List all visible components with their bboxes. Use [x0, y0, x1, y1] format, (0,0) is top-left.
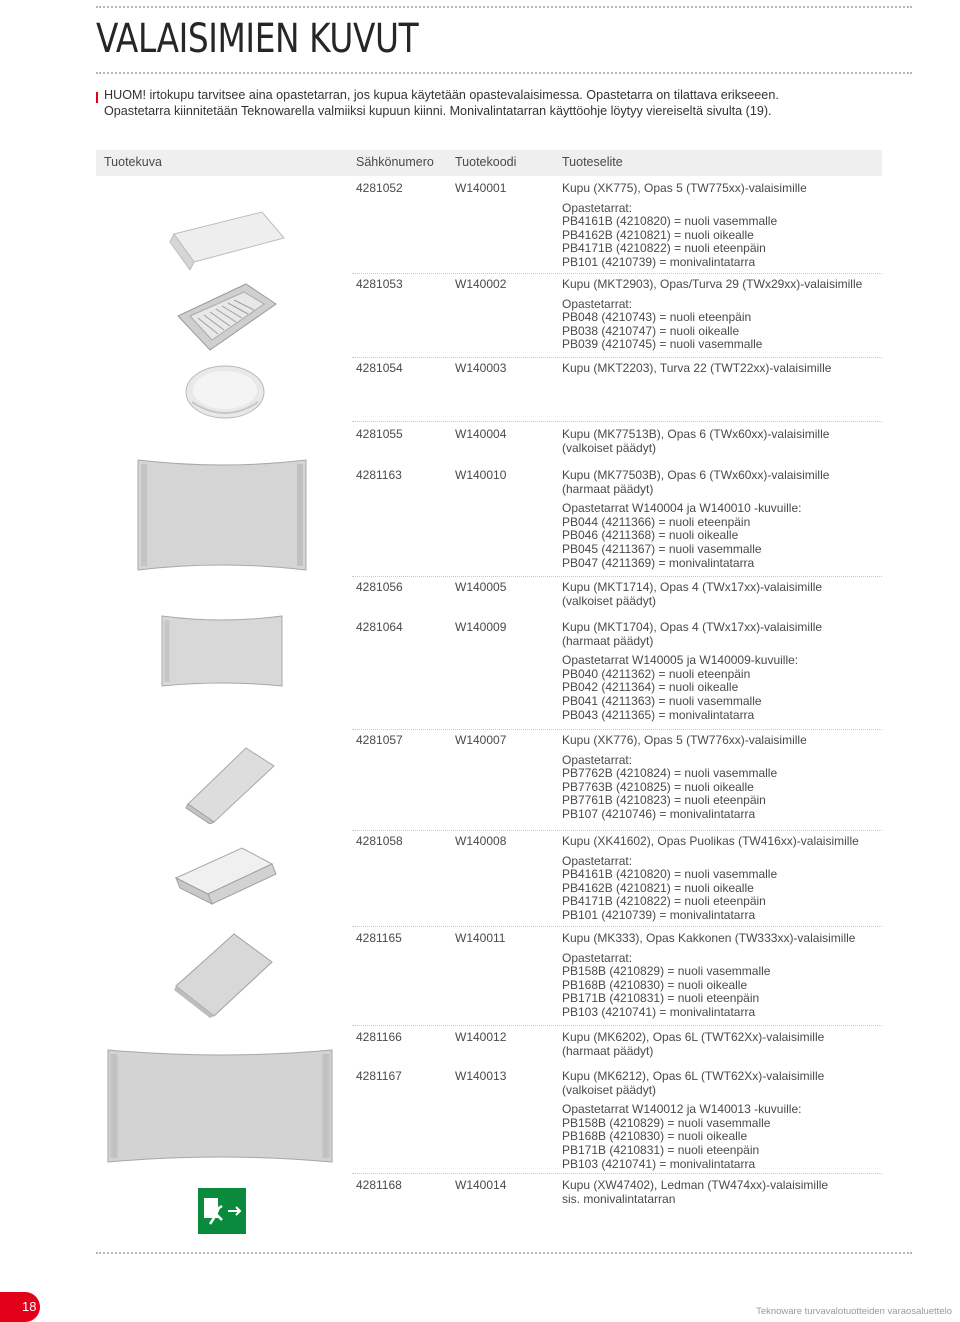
description-line: Kupu (MK6212), Opas 6L (TWT62Xx)-valaisimille — [562, 1069, 825, 1083]
row-sahkonumero: 4281165 — [356, 931, 402, 945]
row-tuotekoodi: W140001 — [455, 181, 507, 195]
description-line: PB168B (4210830) = nuoli oikealle — [562, 1129, 748, 1144]
title-rule — [96, 72, 912, 74]
row-tuotekoodi: W140013 — [455, 1069, 507, 1083]
description-line: PB101 (4210739) = monivalintatarra — [562, 907, 756, 922]
row-sahkonumero: 4281053 — [356, 277, 403, 291]
row-tuotekoodi: W140009 — [455, 620, 507, 634]
row-tuoteselite — [562, 278, 862, 352]
kupu-mkt1714-image — [158, 612, 286, 690]
kupu-mkt2903-image — [174, 282, 278, 354]
row-sahkonumero: 4281167 — [356, 1069, 402, 1083]
row-tuotekoodi: W140003 — [455, 361, 507, 375]
page-number: 18 — [22, 1299, 37, 1314]
description-line: Kupu (MK6202), Opas 6L (TWT62Xx)-valaisimille — [562, 1030, 825, 1044]
description-line: PB042 (4211364) = nuoli oikealle — [562, 680, 739, 695]
row-separator — [352, 421, 882, 422]
row-tuoteselite — [562, 734, 807, 822]
description-line: PB168B (4210830) = nuoli oikealle — [562, 977, 748, 992]
row-sahkonumero: 4281057 — [356, 733, 403, 747]
row-separator — [352, 273, 882, 274]
kupu-xk41602-image — [172, 846, 278, 916]
description-line: PB103 (4210741) = monivalintatarra — [562, 1004, 756, 1019]
description-line: PB103 (4210741) = monivalintatarra — [562, 1156, 756, 1171]
row-tuoteselite — [562, 932, 855, 1020]
description-line: Kupu (XK775), Opas 5 (TW775xx)-valaisimille — [562, 181, 807, 195]
description-line: PB045 (4211367) = nuoli vasemmalle — [562, 541, 762, 556]
description-line: Kupu (XW47402), Ledman (TW474xx)-valaisimille — [562, 1178, 829, 1192]
col-header-tuotekoodi: Tuotekoodi — [455, 155, 517, 169]
row-tuoteselite — [562, 1179, 828, 1206]
description-line: Opastetarrat: — [562, 200, 633, 215]
row-sahkonumero: 4281166 — [356, 1030, 402, 1044]
description-line: PB043 (4211365) = monivalintatarra — [562, 707, 755, 722]
description-line: PB046 (4211368) = nuoli oikealle — [562, 528, 739, 543]
row-tuoteselite — [562, 182, 807, 270]
row-sahkonumero: 4281168 — [356, 1178, 402, 1192]
description-line: (valkoiset päädyt) — [562, 1082, 657, 1097]
description-line: (valkoiset päädyt) — [562, 593, 657, 608]
description-line: PB101 (4210739) = monivalintatarra — [562, 254, 756, 269]
kupu-mkt2203-image — [184, 364, 266, 420]
row-sahkonumero: 4281054 — [356, 361, 403, 375]
row-tuoteselite — [562, 621, 822, 722]
description-line: Opastetarrat: — [562, 950, 633, 965]
description-line: PB4162B (4210821) = nuoli oikealle — [562, 227, 754, 242]
description-line: PB4161B (4210820) = nuoli vasemmalle — [562, 214, 778, 229]
kupu-mk77513b-image — [132, 456, 312, 574]
kupu-xk775-image — [166, 208, 288, 270]
row-tuotekoodi: W140014 — [455, 1178, 507, 1192]
description-line: Kupu (MK333), Opas Kakkonen (TW333xx)-valaisimille — [562, 931, 856, 945]
description-line: Kupu (MKT1714), Opas 4 (TWx17xx)-valaisimille — [562, 580, 823, 594]
note-line-1: HUOM! irtokupu tarvitsee aina opastetarran, jos kupua käytetään opastevalaisimessa. Opastetarra on tilattava erikseeen. — [104, 88, 779, 102]
exit-sign-icon — [198, 1188, 246, 1234]
note-line-2: Opastetarra kiinnitetään Teknowarella valmiiksi kupuun kiinni. Monivalintatarran käyttöohje löytyy viereiseltä sivulta (19). — [104, 104, 772, 118]
row-separator — [352, 1173, 882, 1174]
description-line: PB039 (4210745) = nuoli vasemmalle — [562, 337, 763, 352]
description-line: PB171B (4210831) = nuoli eteenpäin — [562, 1142, 760, 1157]
row-separator — [352, 576, 882, 577]
kupu-mk6202-image — [104, 1046, 336, 1166]
col-header-tuoteselite: Tuoteselite — [562, 155, 623, 169]
note-marker — [96, 92, 98, 103]
row-sahkonumero: 4281163 — [356, 468, 402, 482]
row-sahkonumero: 4281056 — [356, 580, 403, 594]
description-line: Opastetarrat: — [562, 853, 633, 868]
description-line: PB171B (4210831) = nuoli eteenpäin — [562, 991, 760, 1006]
description-line: PB107 (4210746) = monivalintatarra — [562, 806, 756, 821]
kupu-mk333-image — [174, 932, 274, 1018]
description-line: Kupu (MK77513B), Opas 6 (TWx60xx)-valaisimille — [562, 427, 830, 441]
description-line: Opastetarrat: — [562, 752, 633, 767]
row-tuoteselite — [562, 428, 829, 455]
col-header-sahkonumero: Sähkönumero — [356, 155, 434, 169]
description-line: PB4162B (4210821) = nuoli oikealle — [562, 880, 754, 895]
top-rule — [96, 6, 912, 8]
description-line: PB038 (4210747) = nuoli oikealle — [562, 323, 740, 338]
description-line: Opastetarrat W140012 ja W140013 -kuvuille: — [562, 1102, 802, 1117]
description-line: PB041 (4211363) = nuoli vasemmalle — [562, 693, 762, 708]
description-line: PB7762B (4210824) = nuoli vasemmalle — [562, 766, 778, 781]
description-line: PB158B (4210829) = nuoli vasemmalle — [562, 1115, 771, 1130]
description-line: Kupu (MKT2203), Turva 22 (TWT22xx)-valaisimille — [562, 361, 832, 375]
row-tuotekoodi: W140012 — [455, 1030, 507, 1044]
description-line: sis. monivalintatarran — [562, 1191, 676, 1206]
description-line: (harmaat päädyt) — [562, 1043, 654, 1058]
description-line: (harmaat päädyt) — [562, 481, 654, 496]
description-line: Kupu (XK41602), Opas Puolikas (TW416xx)-valaisimille — [562, 834, 859, 848]
kupu-xk776-image — [184, 744, 276, 824]
description-line: Opastetarrat W140004 ja W140010 -kuvuille: — [562, 501, 802, 516]
description-line: PB4161B (4210820) = nuoli vasemmalle — [562, 867, 778, 882]
description-line: PB4171B (4210822) = nuoli eteenpäin — [562, 241, 766, 256]
row-sahkonumero: 4281058 — [356, 834, 403, 848]
description-line: (valkoiset päädyt) — [562, 440, 657, 455]
row-tuotekoodi: W140011 — [455, 931, 506, 945]
description-line: Kupu (MKT2903), Opas/Turva 29 (TWx29xx)-valaisimille — [562, 277, 863, 291]
row-separator — [352, 830, 882, 831]
description-line: PB040 (4211362) = nuoli eteenpäin — [562, 666, 751, 681]
row-tuoteselite — [562, 581, 822, 608]
description-line: (harmaat päädyt) — [562, 633, 654, 648]
row-tuotekoodi: W140007 — [455, 733, 507, 747]
row-tuoteselite — [562, 362, 831, 376]
row-separator — [352, 357, 882, 358]
row-separator — [352, 729, 882, 730]
description-line: PB158B (4210829) = nuoli vasemmalle — [562, 964, 771, 979]
footer-text: Teknoware turvavalotuotteiden varaosaluettelo — [756, 1306, 952, 1317]
col-header-tuotekuva: Tuotekuva — [104, 155, 162, 169]
row-separator — [352, 1025, 882, 1026]
row-sahkonumero: 4281055 — [356, 427, 403, 441]
row-tuotekoodi: W140005 — [455, 580, 507, 594]
row-sahkonumero: 4281052 — [356, 181, 403, 195]
description-line: Kupu (XK776), Opas 5 (TW776xx)-valaisimille — [562, 733, 807, 747]
row-separator — [352, 926, 882, 927]
bottom-rule — [96, 1252, 912, 1254]
row-tuotekoodi: W140004 — [455, 427, 507, 441]
description-line: Opastetarrat W140005 ja W140009-kuvuille: — [562, 653, 799, 668]
description-line: Kupu (MK77503B), Opas 6 (TWx60xx)-valaisimille — [562, 468, 830, 482]
row-tuoteselite — [562, 835, 859, 923]
row-sahkonumero: 4281064 — [356, 620, 403, 634]
description-line: PB7763B (4210825) = nuoli oikealle — [562, 779, 754, 794]
description-line: PB048 (4210743) = nuoli eteenpäin — [562, 310, 752, 325]
description-line: Opastetarrat: — [562, 296, 633, 311]
description-line: PB4171B (4210822) = nuoli eteenpäin — [562, 894, 766, 909]
row-tuoteselite — [562, 469, 829, 570]
row-tuotekoodi: W140010 — [455, 468, 507, 482]
page-title: VALAISIMIEN KUVUT — [96, 16, 419, 62]
row-tuoteselite — [562, 1031, 824, 1058]
row-tuotekoodi: W140008 — [455, 834, 507, 848]
description-line: PB044 (4211366) = nuoli eteenpäin — [562, 514, 751, 529]
row-tuoteselite — [562, 1070, 824, 1171]
description-line: PB7761B (4210823) = nuoli eteenpäin — [562, 793, 766, 808]
description-line: Kupu (MKT1704), Opas 4 (TWx17xx)-valaisimille — [562, 620, 823, 634]
row-tuotekoodi: W140002 — [455, 277, 507, 291]
description-line: PB047 (4211369) = monivalintatarra — [562, 555, 755, 570]
